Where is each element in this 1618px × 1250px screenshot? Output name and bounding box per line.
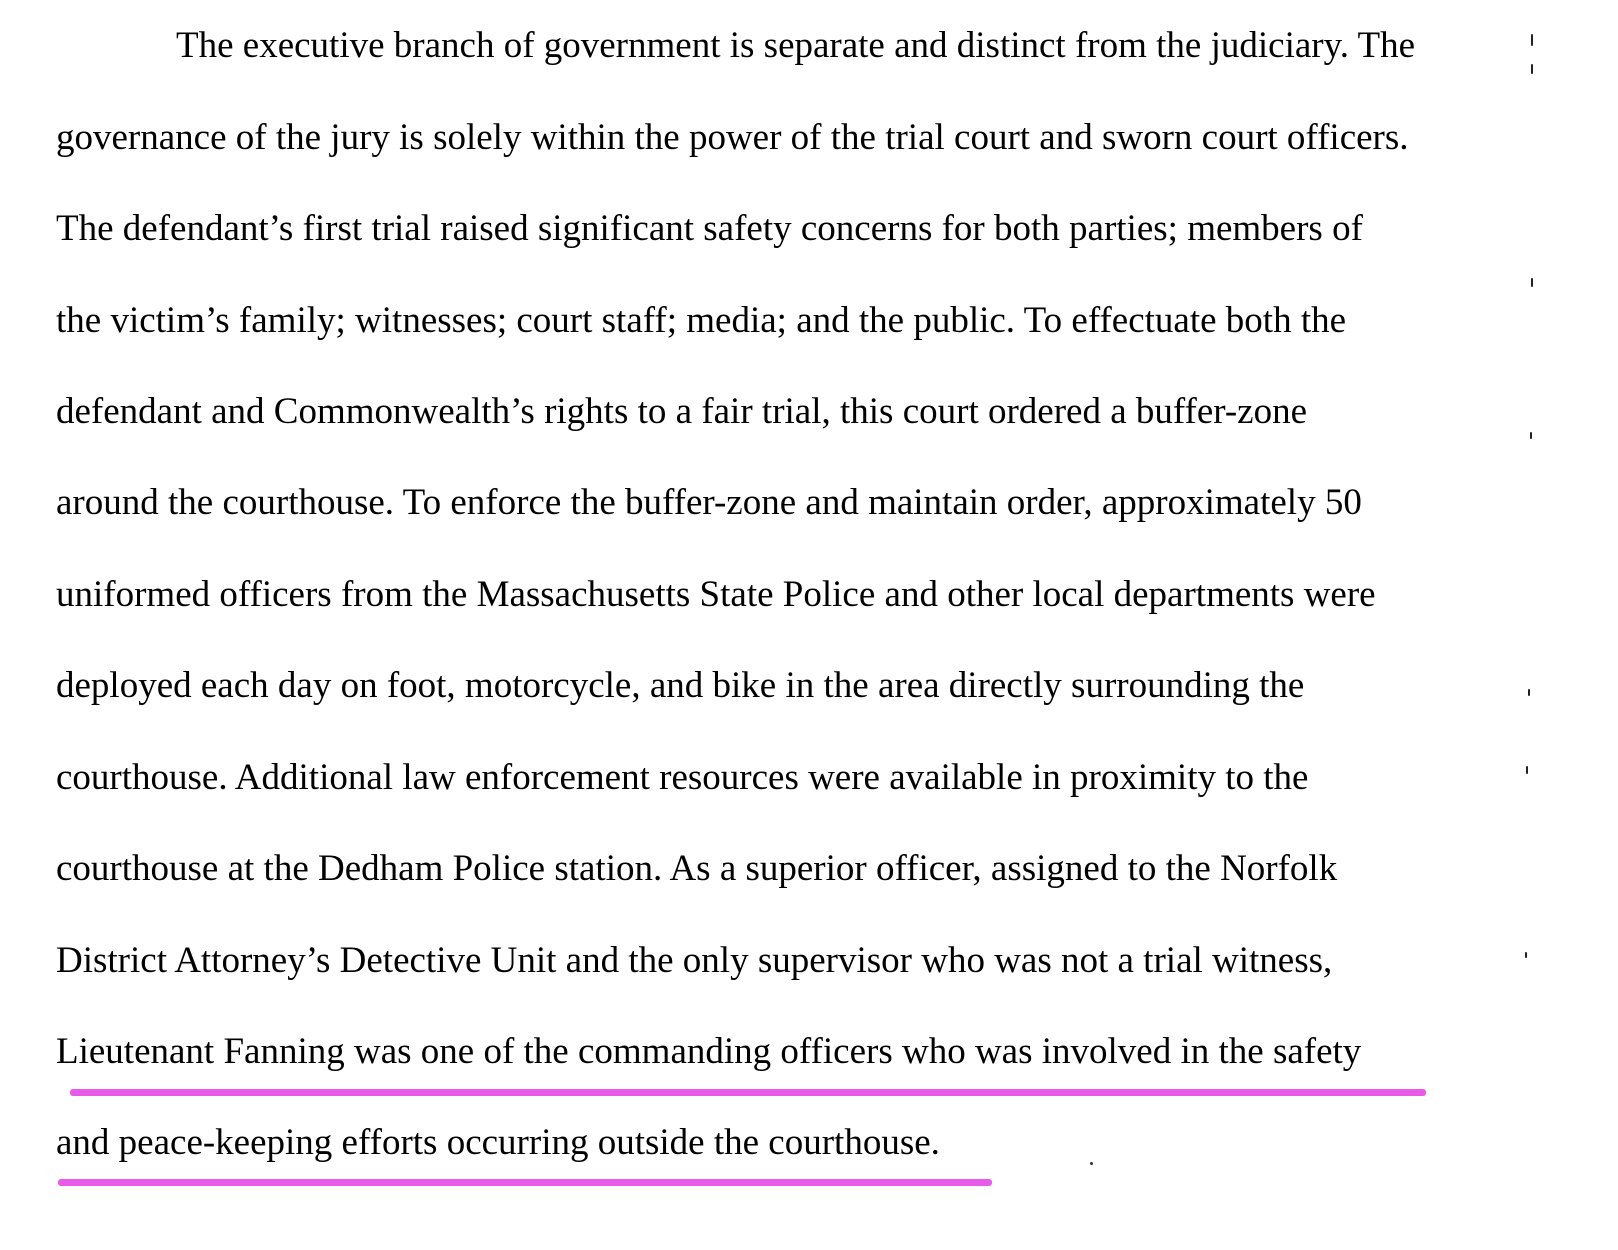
margin-mark (1528, 689, 1530, 696)
paragraph-line-13: and peace-keeping efforts occurring outside the courthouse. (56, 1122, 940, 1163)
paragraph-line-11: District Attorney’s Detective Unit and the only supervisor who was not a trial witness, (56, 940, 1333, 981)
paragraph-line-9: courthouse. Additional law enforcement resources were available in proximity to the (56, 757, 1309, 798)
highlight-underline-2 (58, 1179, 992, 1186)
paragraph-line-6: around the courthouse. To enforce the buffer-zone and maintain order, approximately 50 (56, 482, 1362, 523)
margin-mark (1525, 952, 1527, 958)
paragraph-line-12: Lieutenant Fanning was one of the commanding officers who was involved in the safety (56, 1031, 1362, 1072)
margin-mark (1530, 432, 1532, 439)
paragraph-line-5: defendant and Commonwealth’s rights to a fair trial, this court ordered a buffer-zone (56, 391, 1308, 432)
paragraph-line-10: courthouse at the Dedham Police station. As a superior officer, assigned to the Norfolk (56, 848, 1338, 889)
paragraph-line-4: the victim’s family; witnesses; court staff; media; and the public. To effectuate both the (56, 300, 1347, 341)
margin-mark (1531, 64, 1533, 74)
paragraph-line-1: The executive branch of government is separate and distinct from the judiciary. The (176, 25, 1416, 66)
stray-dot (1090, 1162, 1093, 1165)
margin-mark (1531, 278, 1533, 287)
paragraph-line-7: uniformed officers from the Massachusetts State Police and other local departments were (56, 574, 1376, 615)
paragraph-line-2: governance of the jury is solely within the power of the trial court and sworn court officers. (56, 117, 1409, 158)
paragraph-line-8: deployed each day on foot, motorcycle, and bike in the area directly surrounding the (56, 665, 1305, 706)
margin-mark (1531, 34, 1533, 46)
margin-mark (1526, 766, 1528, 774)
highlight-underline-1 (70, 1089, 1426, 1096)
paragraph-line-3: The defendant’s first trial raised significant safety concerns for both parties; members of (56, 208, 1363, 249)
